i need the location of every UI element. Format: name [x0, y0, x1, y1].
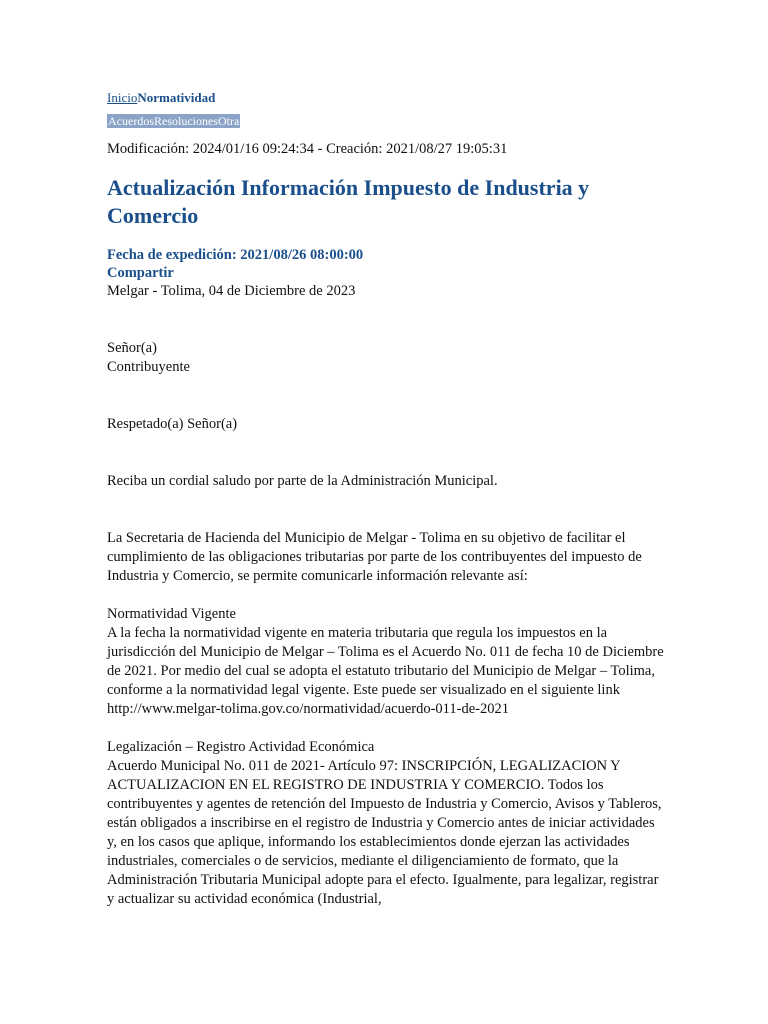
salute: Reciba un cordial saludo por parte de la Administración Municipal.: [107, 473, 498, 489]
letter-body: [107, 282, 667, 909]
filter-otra[interactable]: Otra: [217, 114, 240, 128]
document-page: [107, 88, 667, 909]
breadcrumb-current: Normatividad: [137, 90, 216, 105]
filter-resoluciones[interactable]: Resoluciones: [153, 114, 218, 128]
breadcrumb-home-link[interactable]: Inicio: [107, 90, 138, 105]
expedition-date: Fecha de expedición: 2021/08/26 08:00:00: [107, 247, 364, 263]
greeting: Respetado(a) Señor(a): [107, 416, 238, 432]
section-1-link: http://www.melgar-tolima.gov.co/normatividad/acuerdo-011-de-2021: [107, 701, 509, 717]
section-2-body: Acuerdo Municipal No. 011 de 2021- Artículo 97: INSCRIPCIÓN, LEGALIZACION Y ACTUALIZACION EN EL REGISTRO DE INDUSTRIA Y COMERCIO. Todos los contribuyentes y agentes de retención del Impuesto de Industria y Comercio, Avisos y Tableros, están obligados a inscribirse en el registro de Industria y Comercio antes de iniciar actividades y, en los casos que aplique, informando los establecimientos donde ejerzan las actividades industriales, comerciales o de servicios, mediante el diligenciamiento de formato, que la Administración Tributaria Municipal adopte para el efecto. Igualmente, para legalizar, registrar y actualizar su actividad económica (Industrial,: [107, 758, 662, 907]
filter-acuerdos[interactable]: Acuerdos: [108, 114, 154, 128]
category-filter-bar: [107, 114, 240, 128]
section-1-body: A la fecha la normatividad vigente en materia tributaria que regula los impuestos en la jurisdicción del Municipio de Melgar – Tolima es el Acuerdo No. 011 de fecha 10 de Diciembre de 2021. Por medio del cual se adopta el estatuto tributario del Municipio de Melgar – Tolima, conforme a la normatividad legal vigente. Este puede ser visualizado en el siguiente link: [107, 625, 664, 698]
section-1-title: Normatividad Vigente: [107, 606, 236, 622]
modification-meta: Modificación: 2024/01/16 09:24:34 - Creación: 2021/08/27 19:05:31: [107, 141, 508, 157]
section-2-title: Legalización – Registro Actividad Económica: [107, 739, 375, 755]
recipient-line-2: Contribuyente: [107, 359, 190, 375]
page-title: Actualización Información Impuesto de Industria y Comercio: [107, 175, 590, 228]
breadcrumb: [107, 88, 667, 108]
recipient-line-1: Señor(a): [107, 340, 157, 356]
place-date: Melgar - Tolima, 04 de Diciembre de 2023: [107, 283, 356, 299]
intro-paragraph: La Secretaria de Hacienda del Municipio de Melgar - Tolima en su objetivo de facilitar el cumplimiento de las obligaciones tributarias por parte de los contribuyentes del impuesto de Industria y Comercio, se permite comunicarle información relevante así:: [107, 530, 642, 584]
share-button[interactable]: Compartir: [107, 265, 174, 281]
